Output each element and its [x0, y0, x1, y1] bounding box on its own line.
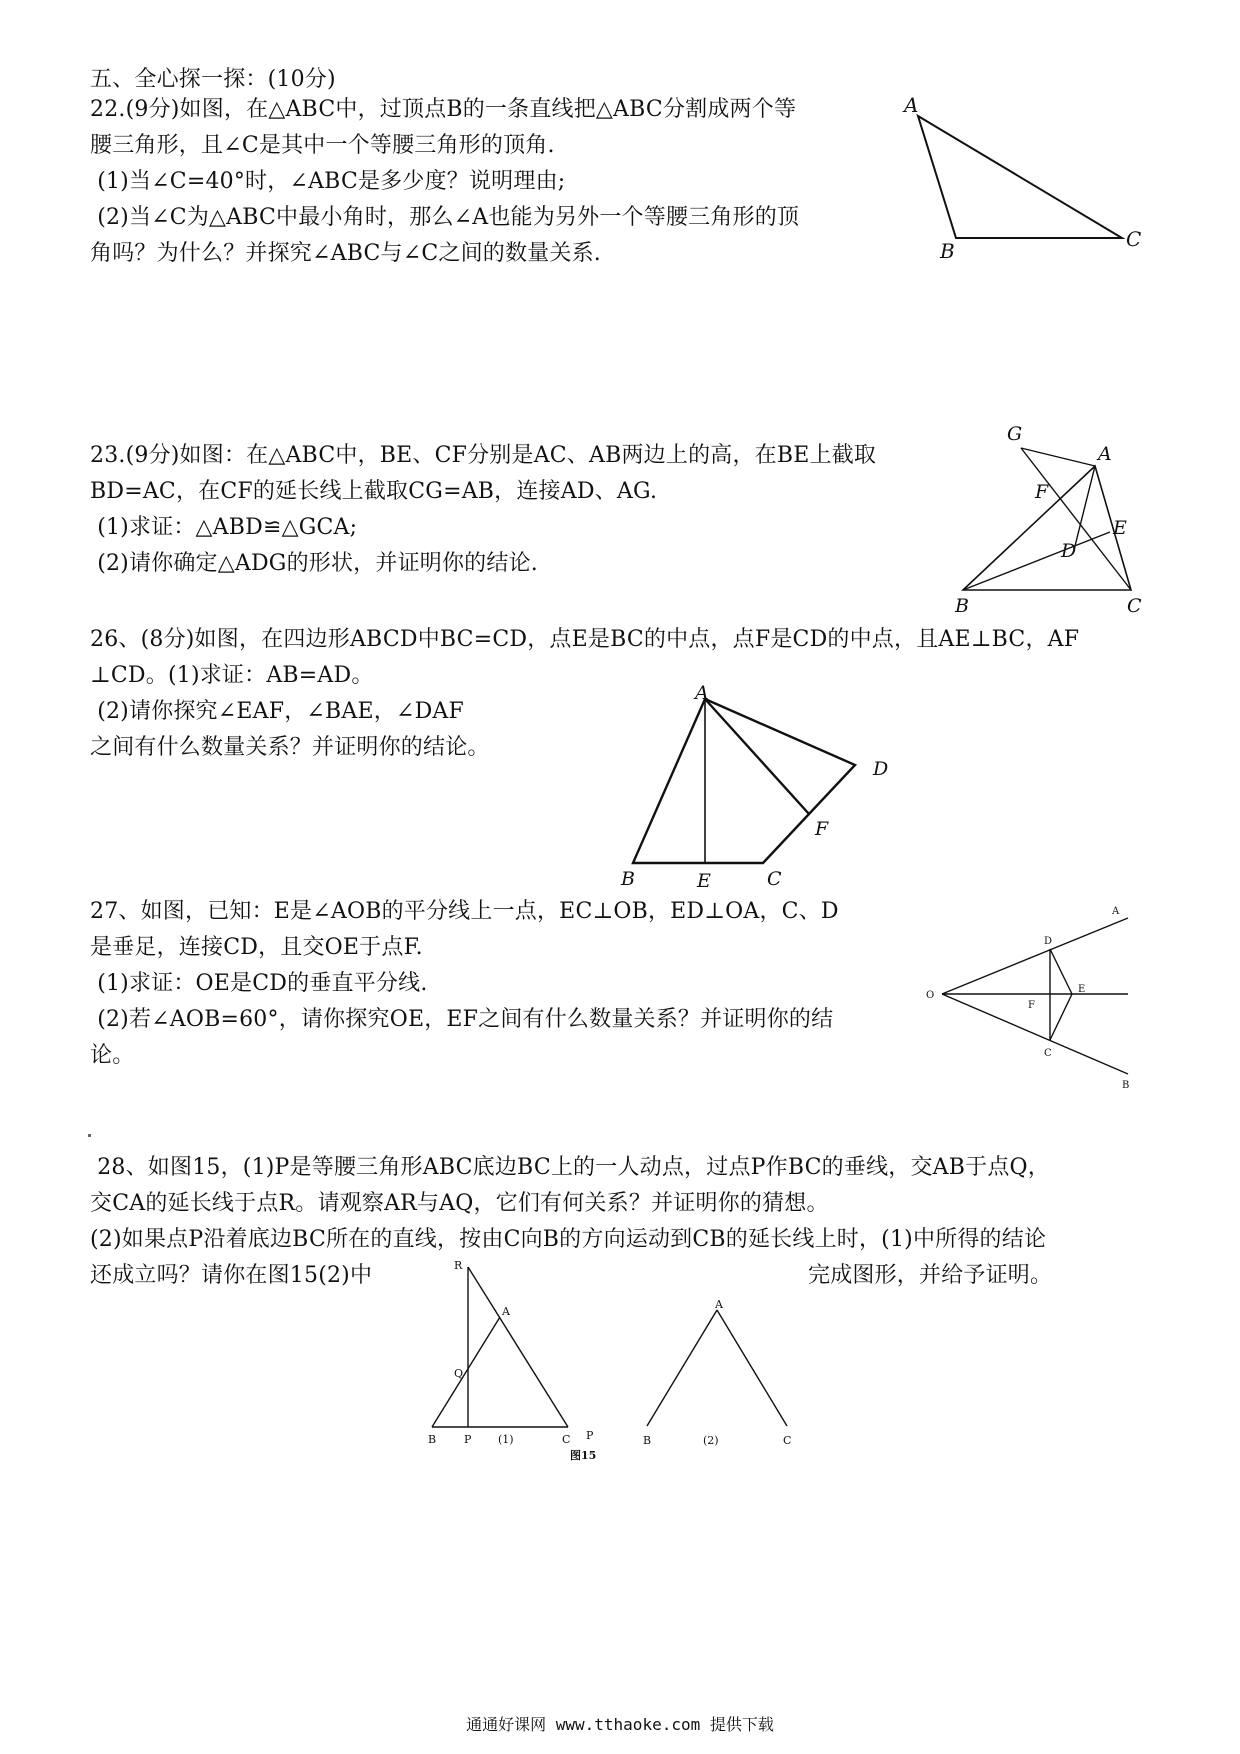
fig28-1-caption: (1) — [498, 1433, 514, 1446]
fig22-label-A: A — [904, 93, 919, 117]
fig28-2-caption: (2) — [703, 1434, 719, 1447]
figure-28-2 — [635, 1300, 805, 1450]
fig28-1-label-P: P — [464, 1433, 472, 1446]
fig26-label-C: C — [767, 868, 782, 890]
fig27-label-E: E — [1078, 984, 1086, 995]
fig22-label-B: B — [940, 239, 955, 263]
fig28-1-label-A: A — [502, 1305, 510, 1318]
question-27 — [90, 894, 839, 1074]
fig27-label-D: D — [1044, 936, 1053, 947]
figure-22-triangle — [900, 88, 1160, 263]
question-27-line-4: (2)若∠AOB=60°，请你探究OE，EF之间有什么数量关系？并证明你的结 — [90, 1007, 834, 1032]
figure-15-caption: 图15 — [570, 1449, 597, 1462]
fig22-label-C: C — [1126, 227, 1142, 251]
fig28-2-label-B: B — [643, 1434, 652, 1447]
question-28-line-4-left: 还成立吗？请你在图15(2)中 — [90, 1263, 373, 1288]
fig23-label-A: A — [1098, 443, 1112, 465]
fig23-label-B: B — [955, 595, 969, 617]
fig26-label-A: A — [695, 682, 709, 704]
fig26-label-D: D — [873, 758, 889, 780]
fig28-1-label-C: C — [562, 1433, 571, 1446]
question-27-line-2: 是垂足，连接CD，且交OE于点F. — [90, 935, 423, 960]
figure-23-triangle — [955, 420, 1155, 615]
fig26-label-E: E — [697, 870, 711, 892]
question-27-line-5: 论。 — [90, 1043, 135, 1068]
page-footer: 通通好课网 www.tthaoke.com 提供下载 — [466, 1715, 774, 1734]
question-26-line-3: (2)请你探究∠EAF，∠BAE，∠DAF — [90, 699, 464, 724]
question-26-line-4: 之间有什么数量关系？并证明你的结论。 — [90, 735, 490, 760]
question-23-line-2: BD=AC，在CF的延长线上截取CG=AB，连接AD、AG. — [90, 479, 658, 504]
question-22 — [90, 92, 799, 272]
figure-28-1 — [420, 1255, 620, 1462]
question-27-line-1: 27、如图，已知：E是∠AOB的平分线上一点，EC⊥OB，ED⊥OA，C、D — [90, 899, 839, 924]
fig28-1-label-Q: Q — [454, 1367, 464, 1380]
question-28-line-2: 交CA的延长线于点R。请观察AR与AQ，它们有何关系？并证明你的猜想。 — [90, 1191, 829, 1216]
question-23-line-1: 23.(9分)如图：在△ABC中，BE、CF分别是AC、AB两边上的高，在BE上截取 — [90, 443, 877, 468]
question-22-line-2: 腰三角形，且∠C是其中一个等腰三角形的顶角. — [90, 133, 555, 158]
fig27-label-O: O — [926, 990, 935, 1001]
fig28-1-label-R: R — [454, 1259, 463, 1272]
section-title: 五、全心探一探：(10分) — [90, 67, 336, 92]
fig26-label-B: B — [621, 868, 635, 890]
fig28-1-label-P-extended: P — [586, 1429, 594, 1442]
fig27-label-A: A — [1112, 906, 1120, 917]
fig27-label-F: F — [1028, 1000, 1035, 1011]
stray-mark — [88, 1134, 91, 1137]
fig23-label-D: D — [1061, 540, 1077, 562]
fig23-label-F: F — [1035, 481, 1049, 503]
question-22-line-3: (1)当∠C=40°时，∠ABC是多少度？说明理由; — [90, 169, 566, 194]
question-26-line-1: 26、(8分)如图，在四边形ABCD中BC=CD，点E是BC的中点，点F是CD的中点，且AE⊥BC，AF — [90, 627, 1080, 652]
fig26-label-F: F — [815, 818, 829, 840]
question-27-line-3: (1)求证：OE是CD的垂直平分线. — [90, 971, 428, 996]
fig28-2-label-C: C — [783, 1434, 792, 1447]
question-23-line-3: (1)求证：△ABD≌△GCA; — [90, 515, 358, 540]
fig23-label-E: E — [1113, 517, 1127, 539]
question-28-line-4-right: 完成图形，并给予证明。 — [808, 1263, 1053, 1288]
question-28 — [90, 1150, 1050, 1258]
question-26-line-2: ⊥CD。(1)求证：AB=AD。 — [90, 663, 374, 688]
fig23-label-C: C — [1127, 595, 1142, 617]
question-22-line-4: (2)当∠C为△ABC中最小角时，那么∠A也能为另外一个等腰三角形的顶 — [90, 205, 800, 230]
fig28-1-label-B: B — [428, 1433, 437, 1446]
question-28-line-3: (2)如果点P沿着底边BC所在的直线，按由C向B的方向运动到CB的延长线上时，(1)中所得的结论 — [90, 1227, 1047, 1252]
fig27-label-C: C — [1044, 1048, 1052, 1059]
fig28-2-label-A: A — [715, 1298, 723, 1311]
fig23-label-G: G — [1007, 423, 1023, 445]
fig27-label-B: B — [1122, 1080, 1130, 1091]
figure-26-quadrilateral — [615, 682, 905, 895]
question-23-line-4: (2)请你确定△ADG的形状，并证明你的结论. — [90, 551, 538, 576]
question-26 — [90, 622, 1079, 766]
question-28-line-1: 28、如图15，(1)P是等腰三角形ABC底边BC上的一人动点，过点P作BC的垂线，交AB于点Q， — [90, 1155, 1050, 1180]
question-22-line-1: 22.(9分)如图，在△ABC中，过顶点B的一条直线把△ABC分割成两个等 — [90, 97, 797, 122]
question-22-line-5: 角吗？为什么？并探究∠ABC与∠C之间的数量关系. — [90, 241, 601, 266]
figure-27-angle-bisector — [918, 894, 1148, 1094]
question-23 — [90, 438, 876, 582]
